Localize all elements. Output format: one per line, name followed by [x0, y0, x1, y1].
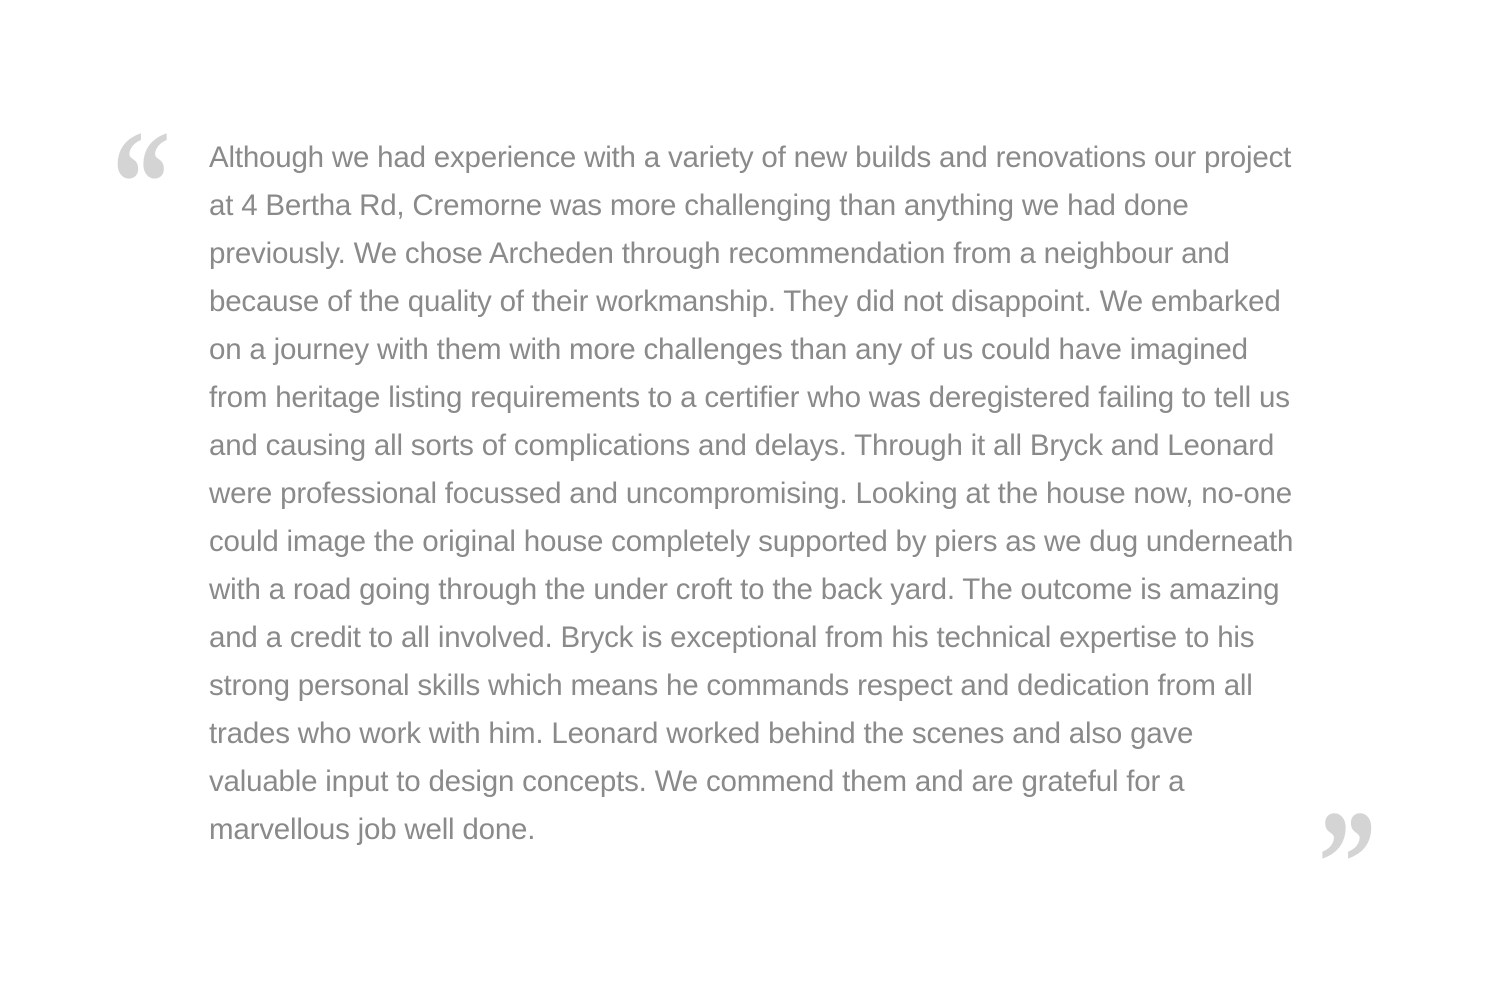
close-quote-icon: ” — [1318, 780, 1377, 946]
testimonial-line: previously. We chose Archeden through recommendation from a neighbour and — [209, 237, 1230, 270]
testimonial-line: trades who work with him. Leonard worked behind the scenes and also gave — [209, 717, 1194, 750]
testimonial-line: Although we had experience with a variety of new builds and renovations our project — [209, 141, 1292, 174]
testimonial-line: valuable input to design concepts. We commend them and are grateful for a — [209, 765, 1185, 798]
testimonial-line: and a credit to all involved. Bryck is exceptional from his technical expertise to his — [209, 621, 1255, 654]
testimonial-text — [209, 134, 1389, 854]
testimonial-line: because of the quality of their workmanship. They did not disappoint. We embarked — [209, 285, 1281, 318]
testimonial-line: with a road going through the under croft to the back yard. The outcome is amazing — [209, 573, 1280, 606]
testimonial-line: on a journey with them with more challenges than any of us could have imagined — [209, 333, 1248, 366]
testimonial-line: from heritage listing requirements to a certifier who was deregistered failing to tell us — [209, 381, 1290, 414]
testimonial-line: strong personal skills which means he commands respect and dedication from all — [209, 669, 1253, 702]
testimonial-line: could image the original house completely supported by piers as we dug underneath — [209, 525, 1294, 558]
testimonial-line: marvellous job well done. — [209, 813, 536, 846]
testimonial-line: were professional focussed and uncompromising. Looking at the house now, no-one — [209, 477, 1292, 510]
testimonial-line: and causing all sorts of complications and delays. Through it all Bryck and Leonard — [209, 429, 1275, 462]
open-quote-icon: “ — [112, 100, 171, 266]
testimonial-line: at 4 Bertha Rd, Cremorne was more challenging than anything we had done — [209, 189, 1189, 222]
